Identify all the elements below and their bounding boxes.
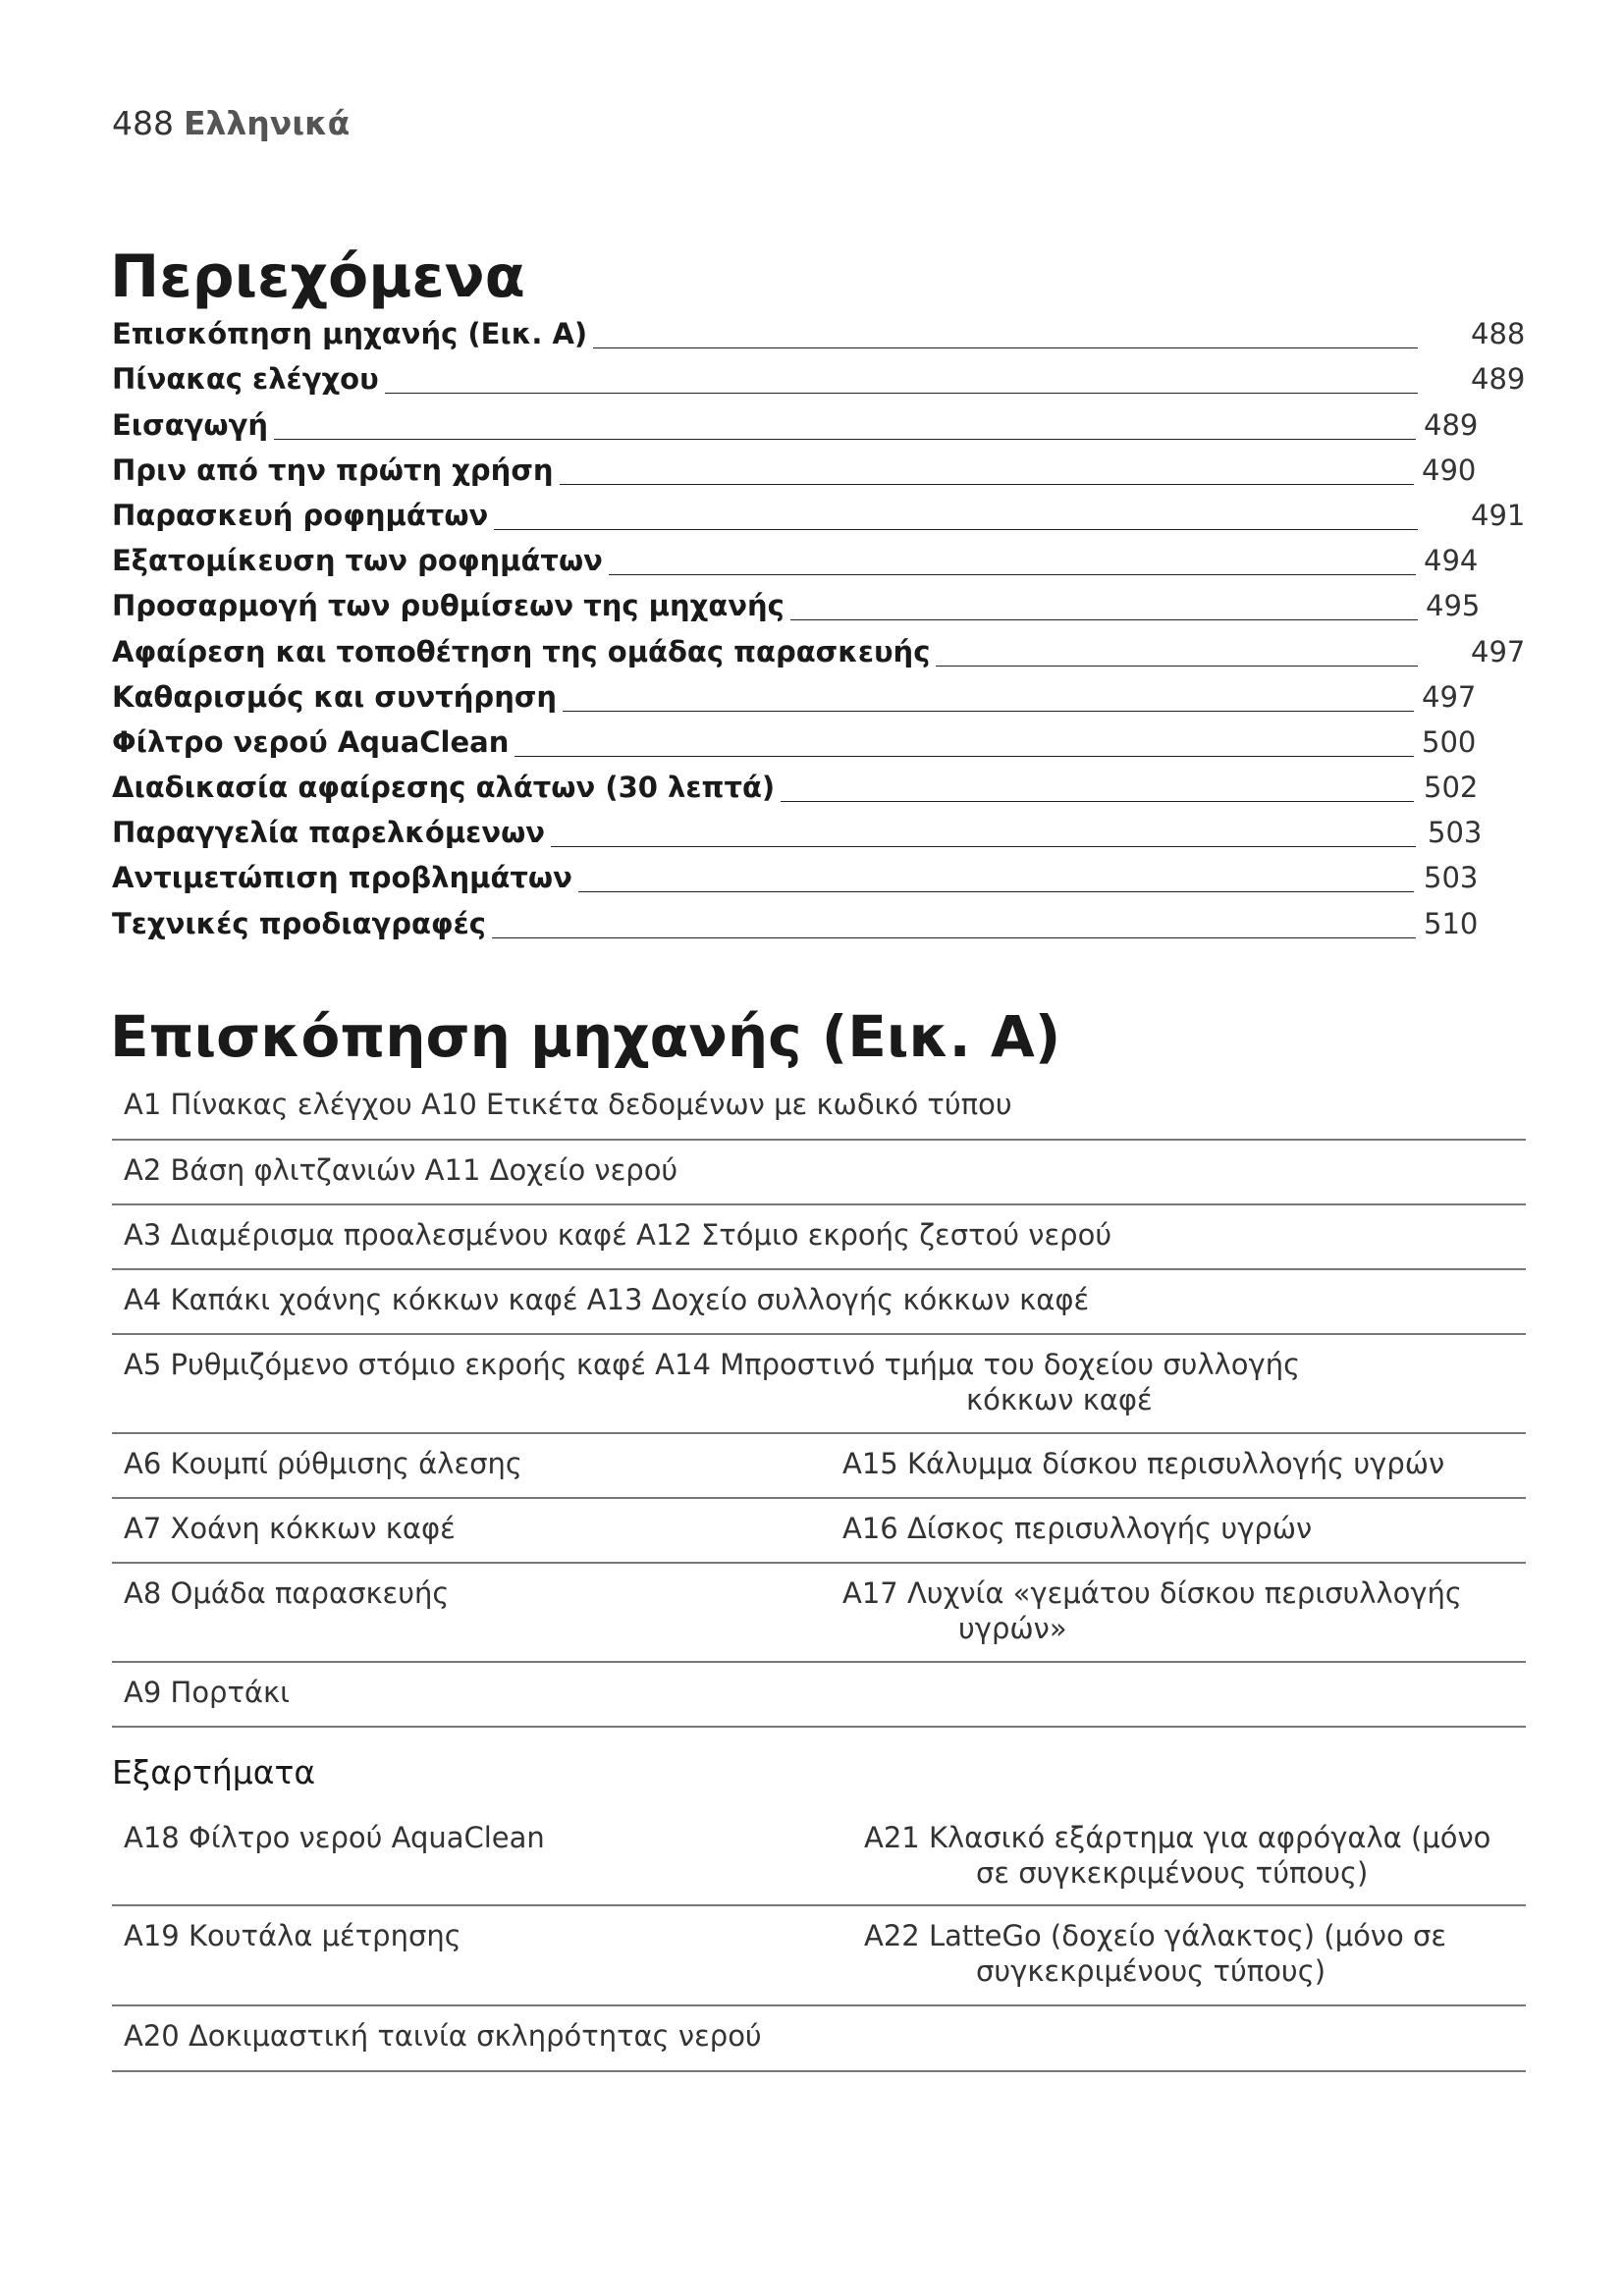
toc-entry-label: Πριν από την πρώτη χρήση (112, 453, 560, 488)
toc-entry-label: Αντιμετώπιση προβλημάτων (112, 860, 578, 895)
toc-entry[interactable] (112, 402, 1526, 448)
part-item-left: A19 Κουτάλα μέτρησης (124, 1919, 461, 1952)
accessories-title: Εξαρτήματα (112, 1753, 316, 1791)
accessories-table (112, 1808, 1526, 2072)
toc-entry[interactable] (112, 494, 1526, 539)
part-item-left: A20 Δοκιμαστική ταινία σκληρότητας νερού (124, 2019, 762, 2053)
part-item-right-continued: συγκεκριμένους τύπους) (976, 1954, 1326, 1988)
page-header (112, 102, 350, 145)
table-row (112, 1434, 1526, 1499)
part-item-right: A22 LatteGo (δοχείο γάλακτος) (μόνο σε (864, 1919, 1447, 1952)
language-label: Ελληνικά (184, 104, 351, 142)
toc-entry[interactable] (112, 721, 1526, 766)
toc-entry-page: 502 (1424, 771, 1479, 805)
toc-entry-label: Επισκόπηση μηχανής (Εικ. A) (112, 316, 593, 351)
toc-entry-label: Καθαρισμός και συντήρηση (112, 679, 563, 715)
toc-entry-page: 491 (1471, 498, 1526, 532)
toc-entry-page: 489 (1424, 407, 1479, 442)
toc-entry-page: 503 (1428, 816, 1483, 850)
toc-entry[interactable] (112, 584, 1526, 629)
table-row (112, 1906, 1526, 2006)
toc-entry-page: 489 (1471, 362, 1526, 397)
toc-title: Περιεχόμενα (110, 242, 525, 311)
toc-entry-label: Παραγγελία παρελκόμενων (112, 815, 551, 850)
part-item-right: A15 Κάλυμμα δίσκου περισυλλογής υγρών (842, 1447, 1445, 1480)
toc-entry-label: Αφαίρεση και τοποθέτηση της ομάδας παρασκευής (112, 634, 936, 669)
part-item-right: A16 Δίσκος περισυλλογής υγρών (842, 1512, 1313, 1545)
table-row (112, 1499, 1526, 1564)
toc-entry[interactable] (112, 357, 1526, 402)
part-item-left: A3 Διαμέρισμα προαλεσμένου καφέ A12 Στόμιο εκροής ζεστού νερού (124, 1218, 1112, 1252)
toc-entry[interactable] (112, 766, 1526, 811)
part-item-left: A8 Ομάδα παρασκευής (124, 1576, 450, 1610)
toc-entry-label: Εισαγωγή (112, 407, 274, 443)
toc-entry-label: Τεχνικές προδιαγραφές (112, 906, 492, 941)
table-row (112, 1335, 1526, 1434)
part-item-left: A1 Πίνακας ελέγχου A10 Ετικέτα δεδομένων με κωδικό τύπου (124, 1088, 1012, 1121)
toc-entry[interactable] (112, 811, 1526, 856)
toc-entry-page: 488 (1471, 317, 1526, 351)
toc-entry[interactable] (112, 312, 1526, 357)
toc-leader-line (112, 439, 1416, 440)
part-item-right: A21 Κλασικό εξάρτημα για αφρόγαλα (μόνο (864, 1821, 1491, 1854)
toc-entry[interactable] (112, 539, 1526, 584)
part-item-left: A18 Φίλτρο νερού AquaClean (124, 1821, 545, 1854)
toc-entry[interactable] (112, 901, 1526, 946)
page-number: 488 (112, 104, 174, 142)
toc-entry[interactable] (112, 629, 1526, 674)
toc-entry-label: Πίνακας ελέγχου (112, 361, 385, 397)
toc-entry-label: Διαδικασία αφαίρεσης αλάτων (30 λεπτά) (112, 770, 781, 805)
table-row (112, 1564, 1526, 1663)
table-row (112, 1205, 1526, 1270)
toc-entry[interactable] (112, 675, 1526, 721)
toc-entry-page: 497 (1471, 634, 1526, 668)
part-item-right-continued: σε συγκεκριμένους τύπους) (976, 1856, 1369, 1890)
table-row (112, 2006, 1526, 2072)
toc-entry[interactable] (112, 449, 1526, 494)
part-item-left-continued: κόκκων καφέ (966, 1383, 1153, 1416)
toc-entry-page: 497 (1422, 679, 1477, 714)
toc-entry-page: 503 (1424, 861, 1479, 895)
toc-entry-page: 494 (1424, 544, 1479, 578)
toc-entry-page: 500 (1422, 724, 1477, 759)
toc-entry-page: 510 (1424, 906, 1479, 940)
toc-entry-page: 495 (1426, 589, 1481, 623)
toc-entry-label: Εξατομίκευση των ροφημάτων (112, 543, 609, 578)
overview-table (112, 1075, 1526, 1728)
part-item-left: A5 Ρυθμιζόμενο στόμιο εκροής καφέ A14 Μπροστινό τμήμα του δοχείου συλλογής (124, 1348, 1301, 1381)
part-item-left: A9 Πορτάκι (124, 1676, 290, 1709)
part-item-right-continued: υγρών» (958, 1612, 1067, 1645)
toc-entry-label: Παρασκευή ροφημάτων (112, 498, 494, 533)
table-row (112, 1141, 1526, 1205)
part-item-left: A2 Βάση φλιτζανιών A11 Δοχείο νερού (124, 1153, 678, 1187)
table-row (112, 1270, 1526, 1335)
table-row (112, 1663, 1526, 1728)
part-item-left: A7 Χοάνη κόκκων καφέ (124, 1512, 456, 1545)
part-item-left: A6 Κουμπί ρύθμισης άλεσης (124, 1447, 522, 1480)
toc-entry-label: Προσαρμογή των ρυθμίσεων της μηχανής (112, 588, 790, 623)
toc-entry-page: 490 (1422, 453, 1477, 487)
table-row (112, 1075, 1526, 1141)
table-of-contents (112, 312, 1526, 947)
part-item-right: A17 Λυχνία «γεμάτου δίσκου περισυλλογής (842, 1576, 1462, 1610)
table-row (112, 1808, 1526, 1906)
part-item-left: A4 Καπάκι χοάνης κόκκων καφέ A13 Δοχείο συλλογής κόκκων καφέ (124, 1283, 1090, 1316)
toc-entry[interactable] (112, 856, 1526, 901)
overview-title: Επισκόπηση μηχανής (Εικ. A) (110, 1003, 1061, 1070)
toc-entry-label: Φίλτρο νερού AquaClean (112, 724, 514, 760)
